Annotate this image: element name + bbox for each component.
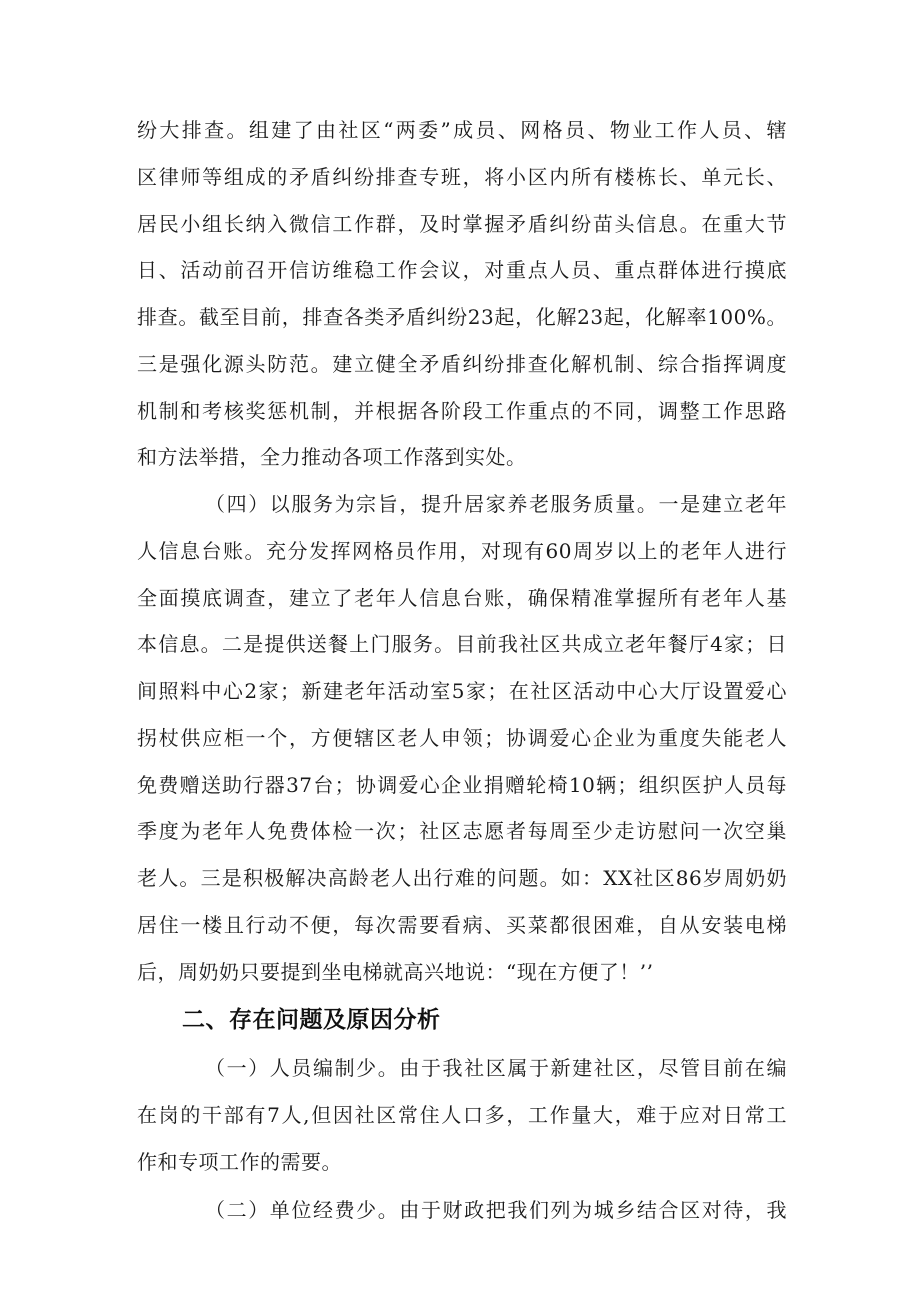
paragraph-line: 人信息台账。充分发挥网格员作用，对现有60周岁以上的老年人进行	[137, 539, 787, 563]
paragraph-line: 纷大排查。组建了由社区“两委”成员、网格员、物业工作人员、辖	[137, 118, 787, 142]
paragraph-first-line: （四）以服务为宗旨，提升居家养老服务质量。一是建立老年	[205, 492, 787, 516]
paragraph-line: 作和专项工作的需要。	[137, 1150, 342, 1174]
paragraph-line: 季度为老年人免费体检一次；社区志愿者每周至少走访慰问一次空巢	[137, 819, 787, 843]
paragraph-line: 排查。截至目前，排查各类矛盾纠纷23起，化解23起，化解率100%。	[137, 305, 787, 329]
paragraph-line: 本信息。二是提供送餐上门服务。目前我社区共成立老年餐厅4家；日	[137, 632, 787, 656]
paragraph-line: 居住一楼且行动不便，每次需要看病、买菜都很困难，自从安装电梯	[137, 913, 787, 937]
paragraph-line: 后，周奶奶只要提到坐电梯就高兴地说：“现在方便了！’’	[137, 960, 654, 984]
section-heading: 二、存在问题及原因分析	[182, 1007, 441, 1033]
paragraph-line: 间照料中心2家；新建老年活动室5家；在社区活动中心大厅设置爱心	[137, 679, 787, 703]
paragraph-first-line: （一）人员编制少。由于我社区属于新建社区，尽管目前在编	[205, 1056, 787, 1080]
paragraph-line: 区律师等组成的矛盾纠纷排查专班，将小区内所有楼栋长、单元长、	[137, 165, 787, 189]
paragraph-line: 在岗的干部有7人,但因社区常住人口多，工作量大，难于应对日常工	[137, 1103, 787, 1127]
paragraph-line: 机制和考核奖惩机制，并根据各阶段工作重点的不同，调整工作思路	[137, 399, 787, 423]
paragraph-line: 居民小组长纳入微信工作群，及时掌握矛盾纠纷苗头信息。在重大节	[137, 212, 787, 236]
paragraph-line: 免费赠送助行器37台；协调爱心企业捐赠轮椅10辆；组织医护人员每	[137, 773, 787, 797]
paragraph-line: 三是强化源头防范。建立健全矛盾纠纷排查化解机制、综合指挥调度	[137, 352, 787, 376]
paragraph-line: 拐杖供应柜一个，方便辖区老人申领；协调爱心企业为重度失能老人	[137, 726, 787, 750]
paragraph-first-line: （二）单位经费少。由于财政把我们列为城乡结合区对待，我	[205, 1198, 787, 1222]
paragraph-line: 和方法举措，全力推动各项工作落到实处。	[137, 445, 527, 469]
paragraph-line: 全面摸底调查，建立了老年人信息台账，确保精准掌握所有老年人基	[137, 586, 787, 610]
paragraph-line: 日、活动前召开信访维稳工作会议，对重点人员、重点群体进行摸底	[137, 258, 787, 282]
paragraph-line: 老人。三是积极解决高龄老人出行难的问题。如：XX社区86岁周奶奶	[137, 866, 787, 890]
